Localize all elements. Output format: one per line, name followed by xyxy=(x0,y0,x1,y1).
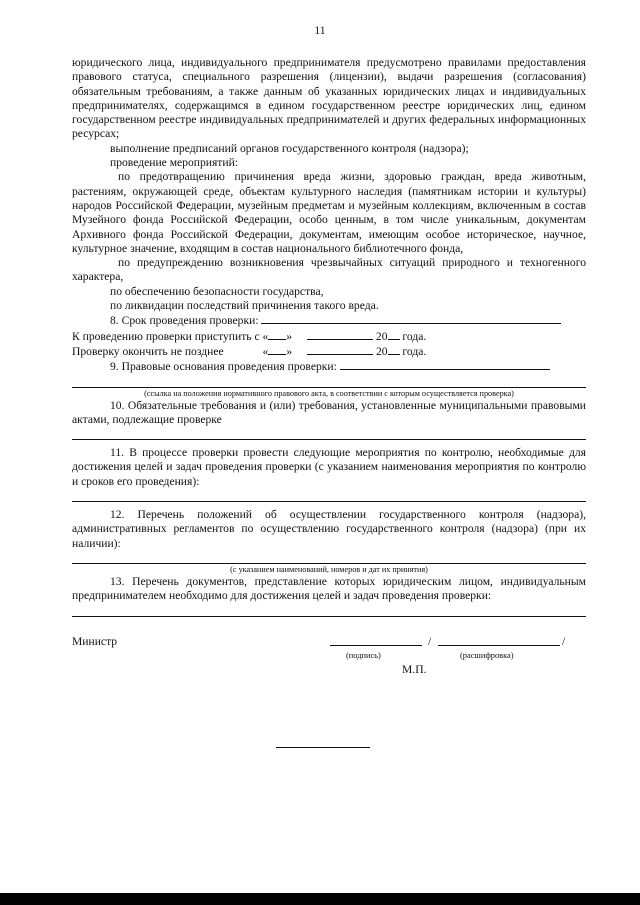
start-date-row xyxy=(72,329,586,344)
scan-bottom-border xyxy=(0,893,640,905)
start-label: К проведению проверки приступить с « xyxy=(72,329,269,343)
paragraph-liquidation: по ликвидации последствий причинения такого вреда. xyxy=(110,299,379,313)
quote-close-end: » xyxy=(286,344,293,358)
signature-field[interactable] xyxy=(330,645,422,646)
paragraph-measures: проведение мероприятий: xyxy=(110,156,239,170)
slash-left: / xyxy=(428,634,432,648)
regulations-field-line[interactable] xyxy=(72,551,586,564)
item-12-regulations: 12. Перечень положений об осуществлении государственного контроля (надзора), административных регламентов по осуществлению государственного контроля (надзора) (при их наличии): xyxy=(72,508,586,550)
end-month-field[interactable] xyxy=(307,344,373,355)
end-year-suffix: года. xyxy=(399,344,427,358)
note-legal-act: (ссылка на положения нормативного правового акта, в соответствии с которым осуществляется проверка) xyxy=(144,388,514,398)
stamp-place: М.П. xyxy=(402,662,427,676)
item-8-label: 8. Срок проведения проверки: xyxy=(110,314,259,328)
item-10-requirements: 10. Обязательные требования и (или) требования, установленные муниципальными правовыми актами, подлежащие проверке xyxy=(72,398,586,426)
page-number: 11 xyxy=(314,24,326,37)
paragraph-harm-prevention: по предотвращению причинения вреда жизни, здоровью граждан, вреда животным, растениям, окружающей среде, объектам культурного наследия (памятникам истории и культуры) народов Российской Федерации, музейным предметам и музейным коллекциям, включенным в состав Музейного фонда Российской Федерации, особо ценным, в том числе уникальным, документам Архивного фонда Российской Федерации, документам, имеющим особое историческое, научное, культурное значение, входящим в состав национального библиотечного фонда, xyxy=(72,170,586,255)
item-13-documents: 13. Перечень документов, представление которых юридическим лицом, индивидуальным предпринимателем необходимо для достижения целей и задач проведения проверки: xyxy=(72,574,586,603)
end-date-row xyxy=(72,344,586,359)
paragraph-legal-entity: юридического лица, индивидуального предпринимателя предусмотрено правилами предоставления правового статуса, специального разрешения (лицензии), выдачи разрешения (согласования) обязательным требованиям, а также данным об указанных юридических лицах и индивидуальных предпринимателях, содержащимся в едином государственном реестре юридических лиц, едином государственном реестре индивидуальных предпринимателей и других федеральных информационных ресурсах; xyxy=(72,56,586,141)
item-11-activities: 11. В процессе проверки провести следующие мероприятия по контролю, необходимые для достижения целей и задач проведения проверки (с указанием наименования мероприятия по контролю и сроков его проведения): xyxy=(72,446,586,488)
end-year-field[interactable] xyxy=(388,344,400,355)
end-label: Проверку окончить не позднее xyxy=(72,344,224,358)
signature-block xyxy=(72,634,586,676)
quote-open: « xyxy=(262,344,269,358)
grounds-field[interactable] xyxy=(340,359,550,370)
end-divider xyxy=(276,747,370,748)
end-day-field[interactable] xyxy=(268,344,286,355)
start-year-suffix: года. xyxy=(399,329,427,343)
period-field[interactable] xyxy=(261,313,561,324)
item-9-label: 9. Правовые основания проведения проверки: xyxy=(110,360,337,374)
requirements-field-line[interactable] xyxy=(72,427,586,440)
grounds-field-line[interactable] xyxy=(72,375,586,388)
paragraph-security: по обеспечению безопасности государства, xyxy=(110,284,324,298)
item-9-grounds xyxy=(72,359,586,374)
signature-caption: (подпись) xyxy=(346,650,381,660)
decoding-field[interactable] xyxy=(438,645,560,646)
start-day-field[interactable] xyxy=(268,329,286,340)
activities-field-line[interactable] xyxy=(72,489,586,502)
documents-field-line[interactable] xyxy=(72,604,586,617)
document-body xyxy=(72,56,586,676)
start-year-prefix: 20 xyxy=(375,329,388,343)
start-year-field[interactable] xyxy=(388,329,400,340)
minister-title: Министр xyxy=(72,634,118,648)
paragraph-emergency: по предупреждению возникновения чрезвычайных ситуаций природного и техногенного характера, xyxy=(72,256,586,284)
slash-right: / xyxy=(562,634,566,648)
decoding-caption: (расшифровка) xyxy=(460,650,514,660)
item-8-period xyxy=(72,313,586,328)
quote-close: » xyxy=(286,329,293,343)
note-regulations: (с указанием наименований, номеров и дат их принятия) xyxy=(230,564,428,574)
start-month-field[interactable] xyxy=(307,329,373,340)
paragraph-orders: выполнение предписаний органов государственного контроля (надзора); xyxy=(110,141,469,155)
end-year-prefix: 20 xyxy=(375,344,388,358)
